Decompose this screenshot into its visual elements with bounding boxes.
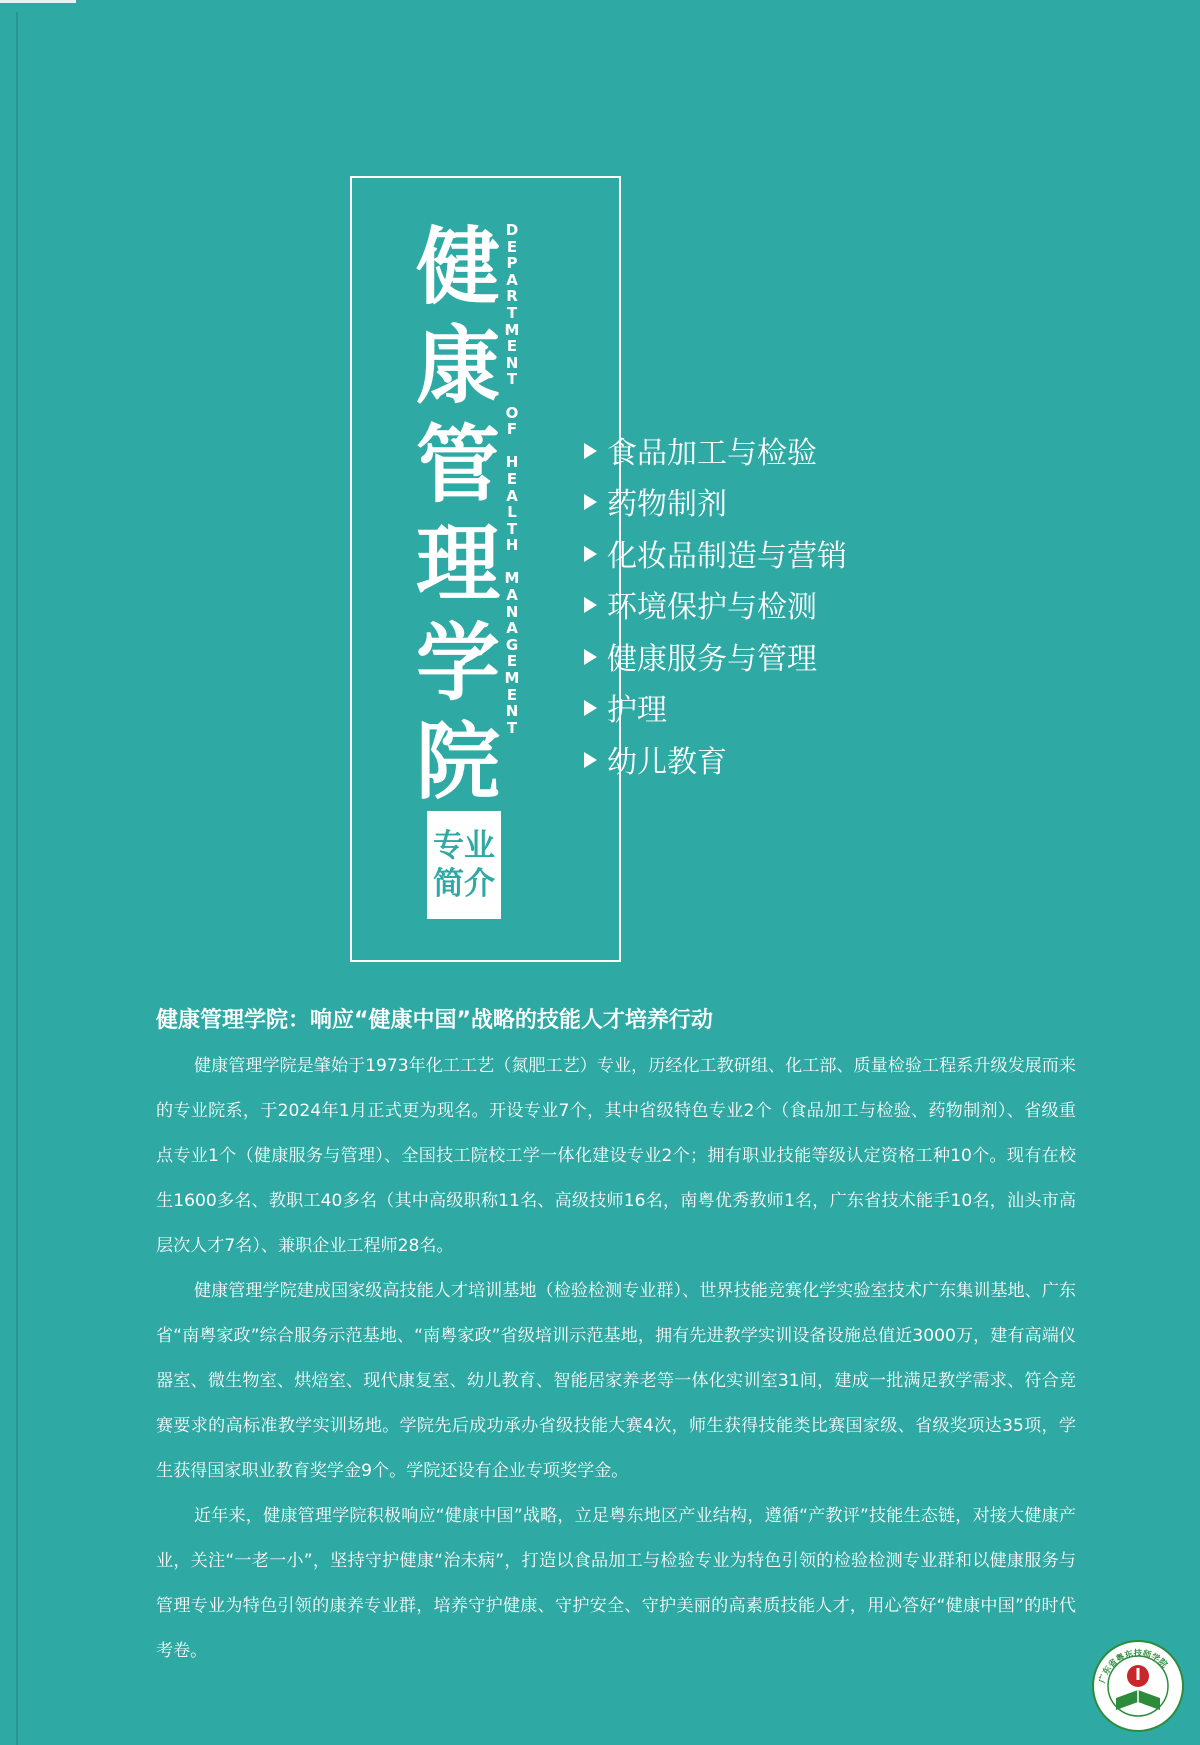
title-letter: T [506, 718, 518, 737]
title-char: 康 [415, 317, 500, 415]
body-text [156, 1044, 1076, 1674]
title-letter: N [505, 353, 519, 372]
title-letter: A [506, 619, 518, 638]
title-letter: H [505, 536, 519, 555]
major-label: 护理 [607, 693, 667, 729]
seal-text: 广东省粤东技师学院 [1097, 1648, 1170, 1685]
title-letter: A [506, 270, 518, 289]
top-edge-mark [0, 0, 76, 3]
major-label: 化妆品制造与营销 [607, 538, 847, 574]
title-char: 院 [415, 713, 500, 811]
title-letter: M [504, 669, 520, 688]
major-label: 药物制剂 [607, 487, 727, 523]
title-char: 管 [415, 416, 500, 514]
department-title-english [502, 222, 522, 792]
triangle-right-icon [584, 752, 597, 768]
title-letter: E [506, 237, 518, 256]
title-letter: A [506, 486, 518, 505]
school-seal-icon [1090, 1638, 1186, 1734]
title-letter: T [506, 370, 518, 389]
major-item [584, 476, 1004, 528]
title-letter: G [505, 635, 519, 654]
title-letter: E [506, 337, 518, 356]
major-label: 健康服务与管理 [607, 641, 817, 677]
body-paragraph: 近年来，健康管理学院积极响应“健康中国”战略，立足粤东地区产业结构，遵循“产教评”技能生态链，对接大健康产业，关注“一老一小”，坚持守护健康“治未病”，打造以食品加工与检验专业为特色引领的检验检测专业群和以健康服务与管理专业为特色引领的康养专业群，培养守护健康、守护安全、守护美丽的高素质技能人才，用心答好“健康中国”的时代考卷。 [156, 1506, 1076, 1661]
title-letter: N [505, 702, 519, 721]
triangle-right-icon [584, 494, 597, 510]
department-title-chinese [408, 218, 508, 812]
major-item [584, 527, 1004, 579]
triangle-right-icon [584, 597, 597, 613]
major-label: 幼儿教育 [607, 744, 727, 780]
badge-line-2: 简介 [433, 866, 495, 902]
title-letter: F [506, 420, 518, 439]
title-char: 理 [415, 515, 500, 613]
title-letter: E [506, 469, 518, 488]
major-item [584, 682, 1004, 734]
title-letter: H [505, 453, 519, 472]
title-letter: T [506, 303, 518, 322]
body-paragraph: 健康管理学院建成国家级高技能人才培训基地（检验检测专业群）、世界技能竞赛化学实验室技术广东集训基地、广东省“南粤家政”综合服务示范基地、“南粤家政”省级培训示范基地，拥有先进教学实训设备设施总值近3000万，建有高端仪器室、微生物室、烘焙室、现代康复室、幼儿教育、智能居家养老等一体化实训室31间，建成一批满足教学需求、符合竞赛要求的高标准教学实训场地。学院先后成功承办省级技能大赛4次，师生获得技能类比赛国家级、省级奖项达35项，学生获得国家职业教育奖学金9个。学院还设有企业专项奖学金。 [156, 1281, 1076, 1481]
triangle-right-icon [584, 546, 597, 562]
triangle-right-icon [584, 700, 597, 716]
majors-list [584, 424, 1004, 785]
triangle-right-icon [584, 649, 597, 665]
title-letter: M [504, 569, 520, 588]
title-letter [509, 438, 514, 455]
title-letter: D [505, 221, 519, 239]
title-char: 学 [415, 614, 500, 712]
title-letter: T [506, 519, 518, 538]
title-letter: M [504, 320, 520, 339]
title-letter: O [505, 403, 519, 422]
major-label: 食品加工与检验 [607, 435, 817, 471]
title-letter [509, 388, 514, 405]
title-letter [509, 554, 514, 571]
title-letter: E [506, 685, 518, 704]
title-letter: L [507, 503, 517, 522]
intro-badge [427, 811, 501, 919]
title-letter: R [506, 287, 518, 306]
left-edge-line [16, 12, 18, 1745]
title-char: 健 [415, 218, 500, 316]
major-label: 环境保护与检测 [607, 590, 817, 626]
body-paragraph: 健康管理学院是肇始于1973年化工工艺（氮肥工艺）专业，历经化工教研组、化工部、质量检验工程系升级发展而来的专业院系，于2024年1月正式更为现名。开设专业7个，其中省级特色专业2个（食品加工与检验、药物制剂）、省级重点专业1个（健康服务与管理）、全国技工院校工学一体化建设专业2个；拥有职业技能等级认定资格工种10个。现有在校生1600多名、教职工40多名（其中高级职称11名、高级技师16名，南粤优秀教师1名，广东省技术能手10名，汕头市高层次人才7名）、兼职企业工程师28名。 [156, 1056, 1076, 1256]
major-item [584, 630, 1004, 682]
major-item [584, 424, 1004, 476]
title-letter: P [506, 254, 518, 273]
major-item [584, 733, 1004, 785]
badge-line-1: 专业 [433, 828, 495, 864]
title-letter: N [505, 602, 519, 621]
major-item [584, 579, 1004, 631]
section-heading: 健康管理学院：响应“健康中国”战略的技能人才培养行动 [156, 1008, 713, 1033]
triangle-right-icon [584, 443, 597, 459]
title-letter: A [506, 586, 518, 605]
title-letter: E [506, 652, 518, 671]
